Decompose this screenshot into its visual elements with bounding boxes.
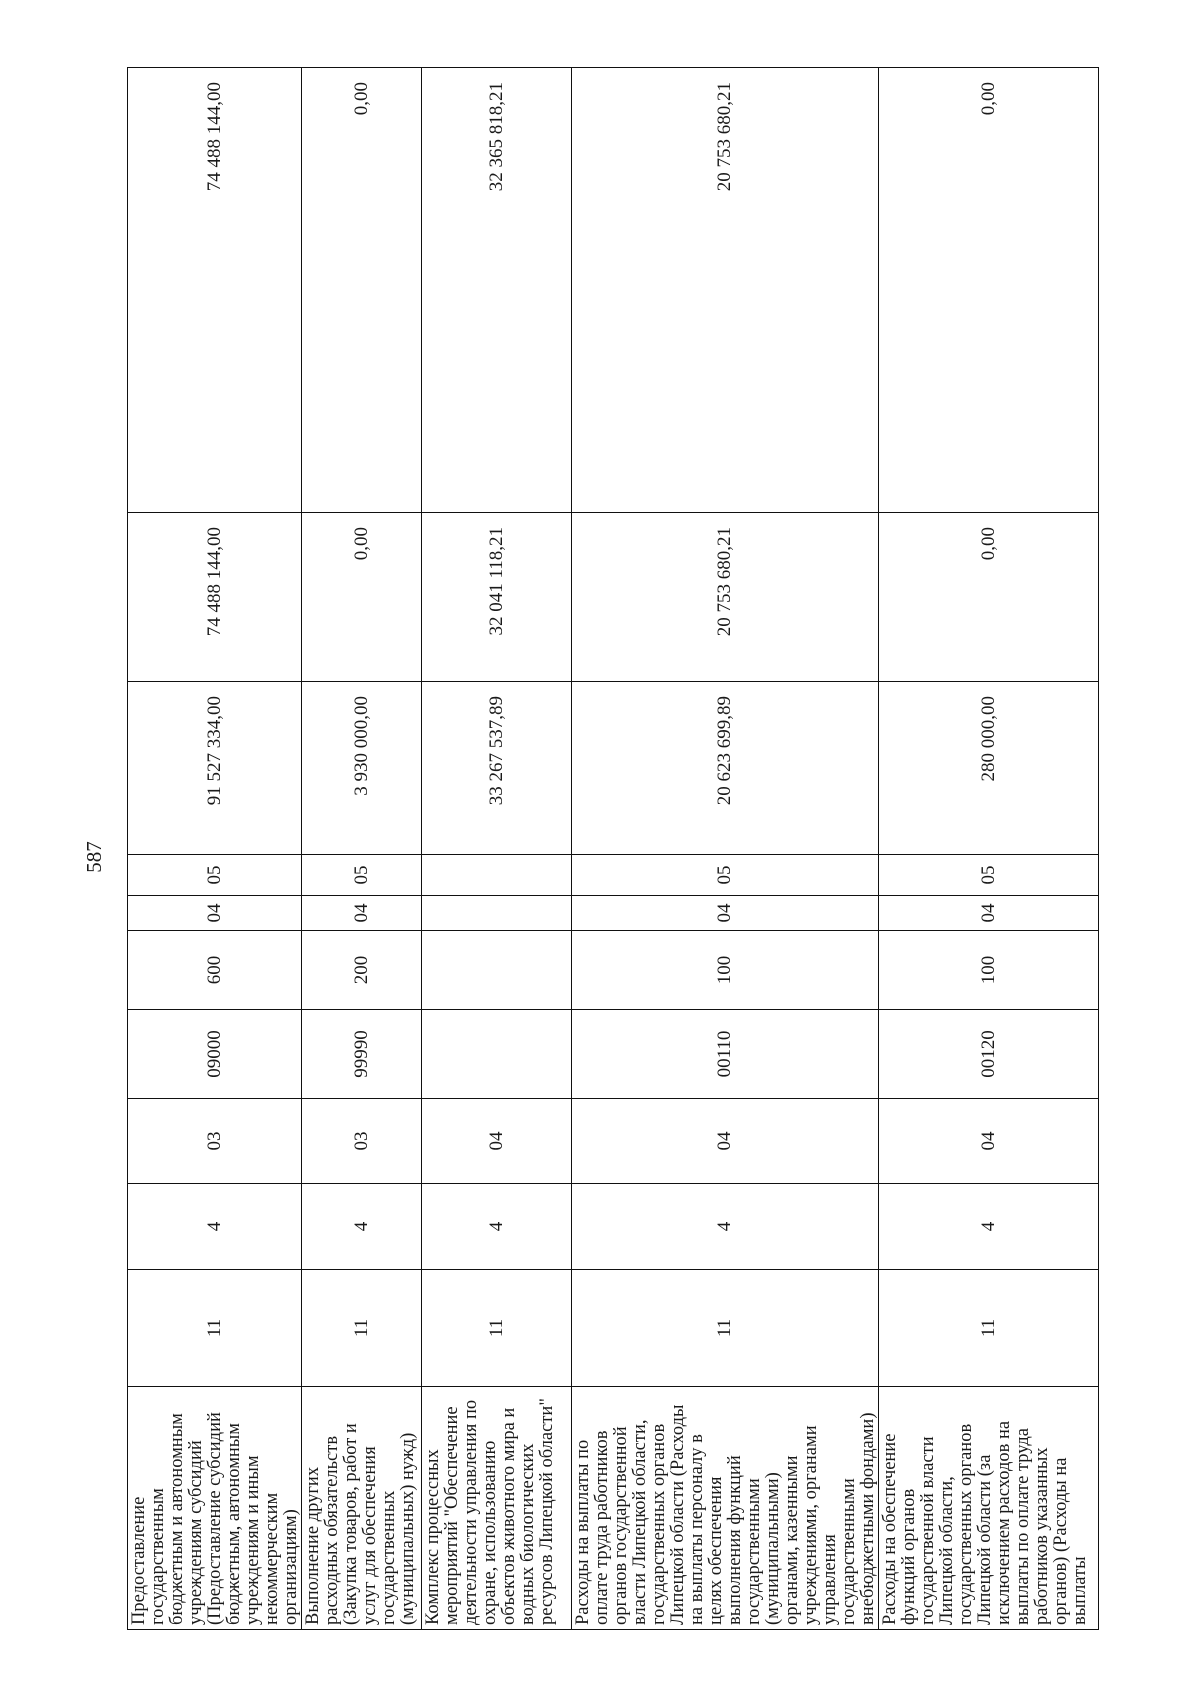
cell-code-4: 00110	[572, 1010, 879, 1099]
cell-code-3: 03	[128, 1099, 302, 1184]
cell-code-2: 4	[572, 1184, 879, 1270]
cell-amount-1: 3 930 000,00	[302, 682, 422, 855]
cell-amount-3: 32 365 818,21	[422, 68, 572, 513]
cell-code-7: 05	[302, 855, 422, 896]
cell-code-3: 03	[302, 1099, 422, 1184]
row-description: Комплекс процессных мероприятий "Обеспечение деятельности управления по охране, использованию объектов животного мира и водных биологических ресурсов Липецкой области"	[422, 1387, 572, 1630]
cell-amount-2: 74 488 144,00	[128, 513, 302, 682]
cell-amount-1: 280 000,00	[879, 682, 1099, 855]
table-row	[879, 68, 1099, 1630]
cell-code-2: 4	[879, 1184, 1099, 1270]
cell-code-3: 04	[879, 1099, 1099, 1184]
cell-code-4: 00120	[879, 1010, 1099, 1099]
cell-amount-2: 0,00	[879, 513, 1099, 682]
cell-code-7: 05	[879, 855, 1099, 896]
cell-code-6: 04	[302, 896, 422, 931]
cell-amount-1: 91 527 334,00	[128, 682, 302, 855]
table-row	[302, 68, 422, 1630]
cell-amount-3: 0,00	[302, 68, 422, 513]
row-description: Расходы на выплаты по оплате труда работников органов государственной власти Липецкой области, государственных органов Липецкой области (Расходы на выплаты персоналу в целях обеспечения выполнения функций государственными (муниципальными) органами, казенными учреждениями, органами управления государственными внебюджетными фондами)	[572, 1387, 879, 1630]
cell-code-6: 04	[572, 896, 879, 931]
row-description: Предоставление государственным бюджетным и автономным учреждениям субсидий (Предоставление субсидий бюджетным, автономным учреждениям и иным некоммерческим организациям)	[128, 1387, 302, 1630]
cell-code-4	[422, 1010, 572, 1099]
cell-code-2: 4	[128, 1184, 302, 1270]
cell-amount-2: 20 753 680,21	[572, 513, 879, 682]
cell-code-3: 04	[422, 1099, 572, 1184]
cell-code-6: 04	[128, 896, 302, 931]
table-row	[422, 68, 572, 1630]
table-row	[572, 68, 879, 1630]
cell-amount-2: 32 041 118,21	[422, 513, 572, 682]
row-description: Выполнение других расходных обязательств (Закупка товаров, работ и услуг для обеспечения государственных (муниципальных) нужд)	[302, 1387, 422, 1630]
cell-code-7: 05	[572, 855, 879, 896]
row-description: Расходы на обеспечение функций органов государственной власти Липецкой области, государственных органов Липецкой области (за исключением расходов на выплаты по оплате труда работников указанных органов) (Расходы на выплаты	[879, 1387, 1099, 1630]
budget-table	[127, 67, 1099, 1630]
cell-code-6: 04	[879, 896, 1099, 931]
cell-code-5: 200	[302, 931, 422, 1010]
cell-code-5: 100	[572, 931, 879, 1010]
cell-code-1: 11	[422, 1270, 572, 1387]
cell-code-6	[422, 896, 572, 931]
cell-code-5	[422, 931, 572, 1010]
cell-amount-1: 33 267 537,89	[422, 682, 572, 855]
cell-amount-3: 0,00	[879, 68, 1099, 513]
cell-code-1: 11	[572, 1270, 879, 1387]
cell-code-5: 600	[128, 931, 302, 1010]
page-number: 587	[82, 841, 106, 873]
cell-code-1: 11	[879, 1270, 1099, 1387]
cell-amount-2: 0,00	[302, 513, 422, 682]
cell-code-2: 4	[422, 1184, 572, 1270]
cell-amount-3: 74 488 144,00	[128, 68, 302, 513]
cell-code-7	[422, 855, 572, 896]
cell-code-3: 04	[572, 1099, 879, 1184]
cell-code-4: 99990	[302, 1010, 422, 1099]
cell-code-2: 4	[302, 1184, 422, 1270]
cell-code-1: 11	[128, 1270, 302, 1387]
cell-code-1: 11	[302, 1270, 422, 1387]
cell-code-7: 05	[128, 855, 302, 896]
cell-code-4: 09000	[128, 1010, 302, 1099]
table-row	[128, 68, 302, 1630]
cell-amount-3: 20 753 680,21	[572, 68, 879, 513]
budget-table-page	[127, 68, 1092, 1630]
cell-code-5: 100	[879, 931, 1099, 1010]
cell-amount-1: 20 623 699,89	[572, 682, 879, 855]
